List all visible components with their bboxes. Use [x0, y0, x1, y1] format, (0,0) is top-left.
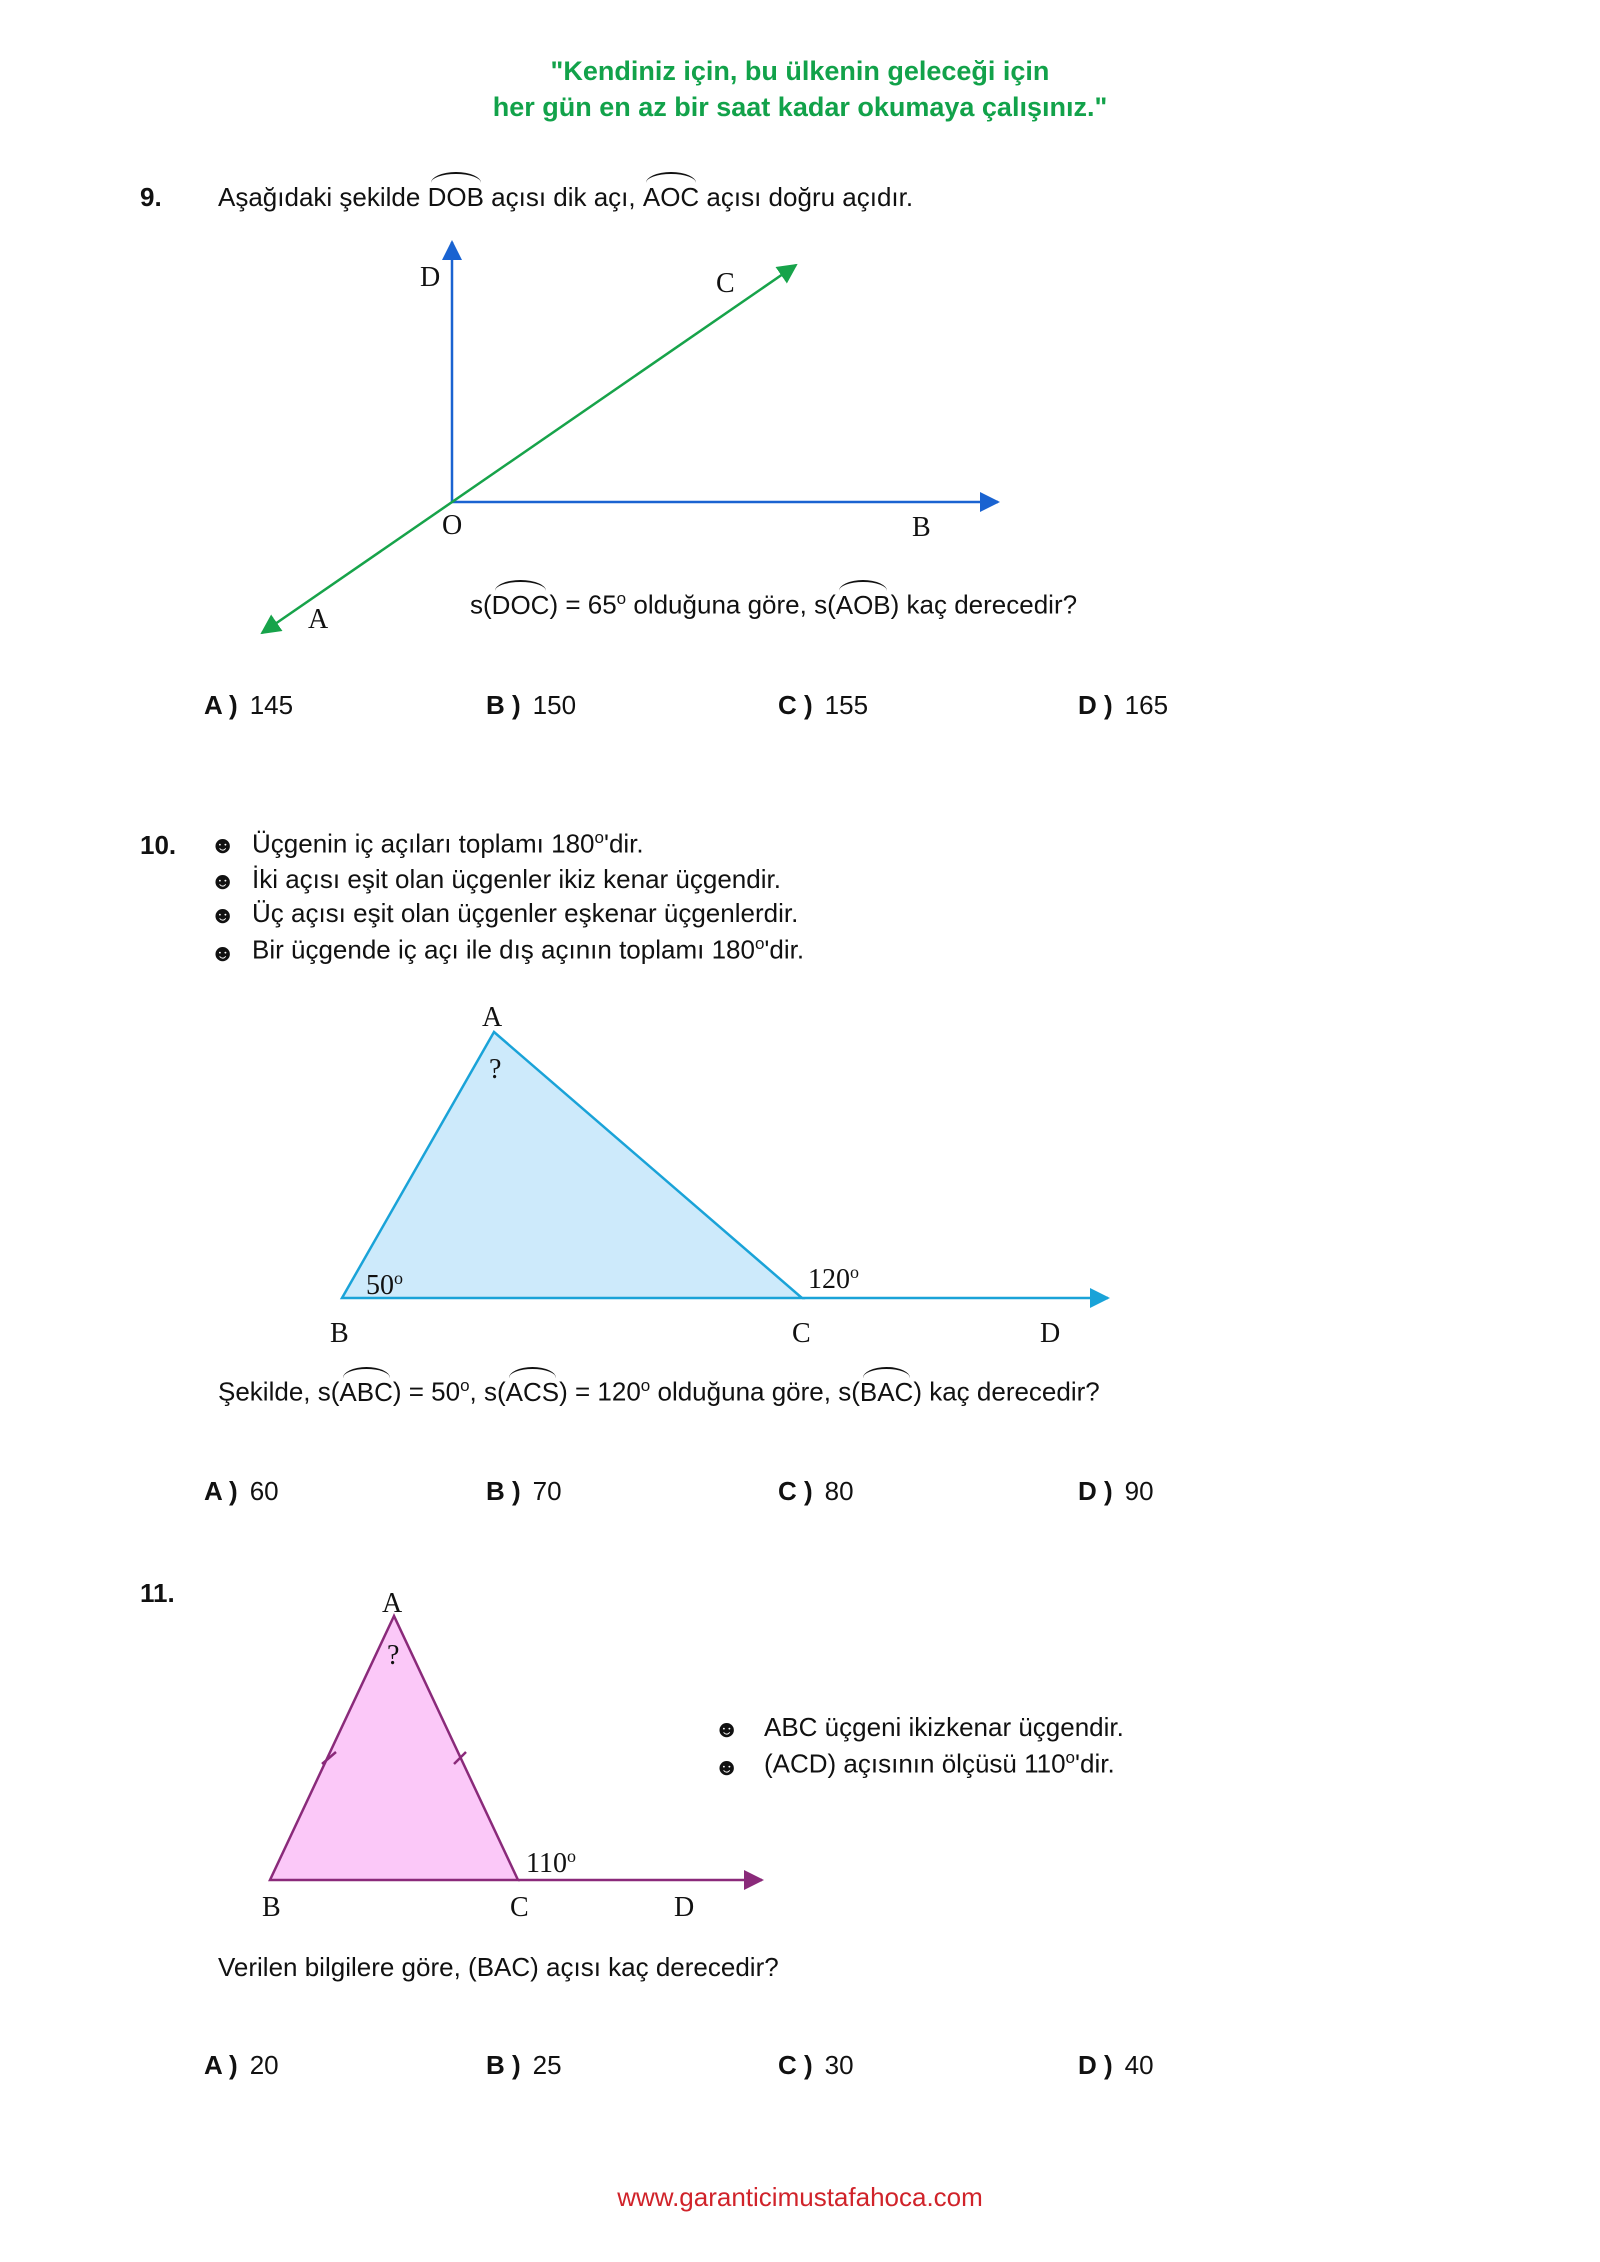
bullet-text: (ACD) açısının ölçüsü 110 [764, 1748, 1066, 1779]
option-value: 155 [824, 690, 869, 720]
degree-mark: o [754, 934, 765, 953]
question-11-text: Verilen bilgilere göre, (BAC) açısı kaç derecedir? [218, 1952, 779, 1982]
angle-abc-label: ABC [339, 1376, 393, 1407]
motto-line-2: her gün en az bir saat kadar okumaya çalışınız." [492, 92, 1108, 122]
angle-doc-label: DOC [491, 589, 550, 620]
option-value: 90 [1124, 1476, 1154, 1506]
q11-bullet-2 [764, 1748, 1115, 1780]
option-value: 70 [532, 1476, 562, 1506]
degree-mark: o [594, 828, 604, 847]
option-value: 40 [1124, 2050, 1154, 2080]
option-value: 165 [1124, 690, 1169, 720]
label-o: O [442, 510, 463, 541]
label-b: B [912, 512, 931, 543]
label-a: A [482, 1002, 503, 1033]
unknown-angle-mark: ? [489, 1054, 502, 1085]
option-value: 25 [532, 2050, 562, 2080]
label-d: D [674, 1892, 695, 1923]
degree-mark: o [394, 1268, 403, 1288]
q9-text: olduğuna göre, s( [626, 589, 836, 620]
q10-text: ) = 50 [392, 1376, 461, 1407]
angle-aob-label: AOB [835, 589, 891, 620]
degree-mark: o [566, 1846, 576, 1866]
bullet-text: ABC üçgeni ikizkenar üçgendir. [764, 1712, 1124, 1742]
angle-aoc-label: AOC [642, 182, 700, 212]
option-letter: A ) [204, 1476, 238, 1506]
q10-text: ) kaç derecedir? [913, 1376, 1100, 1407]
option-letter: C ) [778, 690, 813, 720]
motto-line-1: "Kendiniz için, bu ülkenin geleceği için [550, 56, 1050, 86]
smiley-icon: ☻ [714, 1716, 740, 1743]
option-letter: D ) [1078, 1476, 1113, 1506]
q10-text: ) = 120 [559, 1376, 641, 1407]
option-letter: D ) [1078, 690, 1113, 720]
unknown-angle-mark: ? [387, 1640, 400, 1671]
option-letter: D ) [1078, 2050, 1113, 2080]
degree-mark: o [460, 1376, 470, 1395]
option-letter: C ) [778, 2050, 813, 2080]
degree-mark: o [850, 1262, 859, 1282]
label-a: A [382, 1588, 403, 1619]
q9-text: ) = 65 [549, 589, 617, 620]
smiley-icon: ☻ [210, 832, 236, 859]
angle-value: 50 [366, 1270, 394, 1301]
q11-bullet-1 [764, 1712, 1124, 1743]
label-c: C [792, 1318, 811, 1349]
label-c: C [716, 268, 735, 299]
question-9-number: 9. [140, 182, 162, 212]
bullet-text: 'dir. [764, 934, 805, 965]
option-letter: A ) [204, 2050, 238, 2080]
option-value: 60 [249, 1476, 279, 1506]
q9-text: s( [470, 589, 492, 620]
q9-intro-text: açısı doğru açıdır. [699, 182, 914, 212]
option-value: 20 [249, 2050, 279, 2080]
bullet-text: 'dir. [603, 828, 644, 859]
option-value: 145 [249, 690, 294, 720]
degree-mark: o [1065, 1748, 1076, 1767]
question-10-number: 10. [140, 830, 177, 860]
q10-text: , s( [469, 1376, 506, 1407]
q9-text: ) kaç derecedir? [890, 589, 1078, 620]
option-letter: B ) [486, 1476, 521, 1506]
q9-intro-text: Aşağıdaki şekilde [218, 182, 428, 212]
bullet-text: İki açısı eşit olan üçgenler ikiz kenar üçgendir. [252, 864, 781, 894]
option-letter: C ) [778, 1476, 813, 1506]
label-b: B [262, 1892, 281, 1923]
angle-dob-label: DOB [427, 182, 484, 212]
question-11-number: 11. [140, 1578, 175, 1608]
smiley-icon: ☻ [210, 868, 236, 895]
angle-value: 110 [526, 1848, 567, 1879]
angle-value: 120 [808, 1264, 850, 1295]
angle-c-value [526, 1846, 576, 1879]
option-value: 80 [824, 1476, 854, 1506]
label-d: D [420, 262, 441, 293]
footer-website-link[interactable]: www.garanticimustafahoca.com [617, 2182, 983, 2212]
option-letter: A ) [204, 690, 238, 720]
option-value: 150 [532, 690, 577, 720]
q11-option-c[interactable] [778, 2050, 854, 2081]
bullet-text: Bir üçgende iç açı ile dış açının toplamı 180 [252, 934, 755, 965]
q9-intro-text: açısı dik açı, [483, 182, 643, 212]
degree-mark: o [616, 589, 627, 608]
smiley-icon: ☻ [210, 940, 236, 967]
bullet-text: Üç açısı eşit olan üçgenler eşkenar üçgenlerdir. [252, 898, 799, 928]
q10-text: Şekilde, s( [218, 1376, 340, 1407]
label-a: A [308, 604, 329, 635]
q10-text: olduğuna göre, s( [650, 1376, 860, 1407]
label-d: D [1040, 1318, 1061, 1349]
label-b: B [330, 1318, 349, 1349]
option-value: 30 [824, 2050, 854, 2080]
angle-bac-label: BAC [859, 1376, 914, 1407]
smiley-icon: ☻ [714, 1754, 740, 1781]
bullet-text: Üçgenin iç açıları toplamı 180 [252, 828, 595, 859]
bullet-text: 'dir. [1075, 1748, 1115, 1779]
q11-option-a[interactable] [204, 2050, 279, 2081]
option-letter: B ) [486, 2050, 521, 2080]
angle-acs-label: ACS [505, 1376, 560, 1407]
q11-option-d[interactable] [1078, 2050, 1154, 2081]
degree-mark: o [640, 1376, 651, 1395]
label-c: C [510, 1892, 529, 1923]
option-letter: B ) [486, 690, 521, 720]
smiley-icon: ☻ [210, 902, 236, 929]
q11-option-b[interactable] [486, 2050, 562, 2081]
